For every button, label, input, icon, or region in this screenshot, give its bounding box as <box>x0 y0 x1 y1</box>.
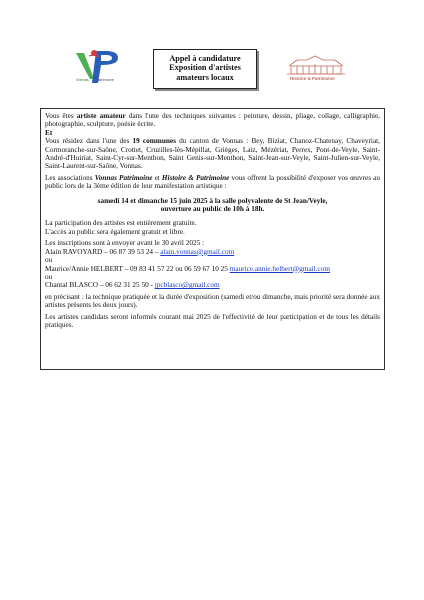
text: Les associations <box>45 173 95 182</box>
participation-free: La participation des artistes est entièrement gratuite. <box>45 219 197 228</box>
or-separator: ou <box>45 272 53 281</box>
email-link-chantal[interactable]: jpcblasco@gmail.com <box>154 281 220 290</box>
paragraph-details: en précisant : la technique pratiquée et la durée d'exposition (samedi et/ou dimanche, mais priorité sera donnée aux artistes présents les deux jours). <box>45 292 380 310</box>
title-box <box>153 49 257 89</box>
title-line-1: Appel à candidature <box>169 54 241 63</box>
email-link-alain[interactable]: alain.vonnas@gmail.com <box>160 247 235 256</box>
text: et <box>152 173 162 182</box>
or-separator: ou <box>45 256 53 265</box>
event-hours: ouverture au public de 10h à 18h. <box>160 205 265 214</box>
contact-maurice-annie <box>45 265 380 273</box>
text: vous offrent la possibilité d'exposer vos œuvres au public lors de la 3ème édition de leur manifestation artistique : <box>45 173 380 191</box>
et-label <box>45 129 380 137</box>
association-vonnas-patrimoine: Vonnas Patrimoine <box>94 173 153 182</box>
contact-alain <box>45 248 380 256</box>
paragraph-technique <box>45 112 380 129</box>
emphasis-artiste-amateur: artiste amateur <box>76 112 126 120</box>
logo-text-patrimoine: Patrimoine <box>95 78 114 82</box>
event-date: samedi 14 et dimanche 15 juin 2025 à la salle polyvalente de St Jean/Veyle, <box>97 196 328 205</box>
public-access-free: L'accès au public sera également gratuit et libre. <box>45 227 185 236</box>
vonnas-patrimoine-logo <box>70 49 128 91</box>
contact-chantal <box>45 281 380 289</box>
contact-text: Alain RAVOYARD – 06 87 39 53 24 – <box>45 247 161 256</box>
logo-text-vonnas: Vonnas <box>76 78 89 82</box>
et-text: Et <box>45 128 53 137</box>
contact-text: Chantal BLASCO – 06 62 31 25 50 - <box>45 281 155 290</box>
registration-deadline: Les inscriptions sont à envoyer avant le 30 avril 2025 : <box>45 239 205 248</box>
emphasis-19-communes: 19 communes <box>132 137 176 146</box>
text: dans l'une des techniques suivantes : peinture, dessin, pliage, collage, calligraphie, photographie, sculpture, poésie écrite. <box>45 112 380 129</box>
text: du canton de Vonnas : Bey, Biziat, Chanoz-Chatenay, Chaveyriat, Cormoranche-sur-Saône, Crottet, Cruzilles-lès-Mépillat, Grièges, Laiz, Mézériat, Perrex, Pont-de-Veyle, Saint-André-d'Huiriat, Saint-Cyr-sur-Menthon, Saint Genis-sur-Menthon, Saint-Jean-sur-Veyle, Saint-Julien-sur-Veyle, Saint-Laurent-sur-Saône, Vonnas. <box>45 137 380 171</box>
histoire-patrimoine-caption: Histoire & Patrimoine <box>290 76 335 81</box>
contact-text: Maurice/Annie HELBERT – 09 83 41 57 22 ou 06 59 67 10 25 <box>45 264 230 273</box>
paragraph-associations <box>45 174 380 191</box>
title-line-2: Exposition d'artistes <box>169 63 241 73</box>
text: Vous résidez dans l'une des <box>45 137 133 146</box>
paragraph-notification: Les artistes candidats seront informés courant mai 2025 de l'effectivité de leur participation et de tous les détails pratiques. <box>45 312 380 329</box>
text: Vous êtes <box>45 112 77 120</box>
association-histoire-patrimoine: Histoire & Patrimoine <box>161 173 230 182</box>
vonnas-patrimoine-caption <box>76 78 114 82</box>
content-box <box>40 108 385 370</box>
email-link-helbert[interactable]: maurice.annie.helbert@gmail.com <box>229 264 330 273</box>
paragraph-communes <box>45 137 380 171</box>
title-line-3: amateurs locaux <box>176 72 234 82</box>
